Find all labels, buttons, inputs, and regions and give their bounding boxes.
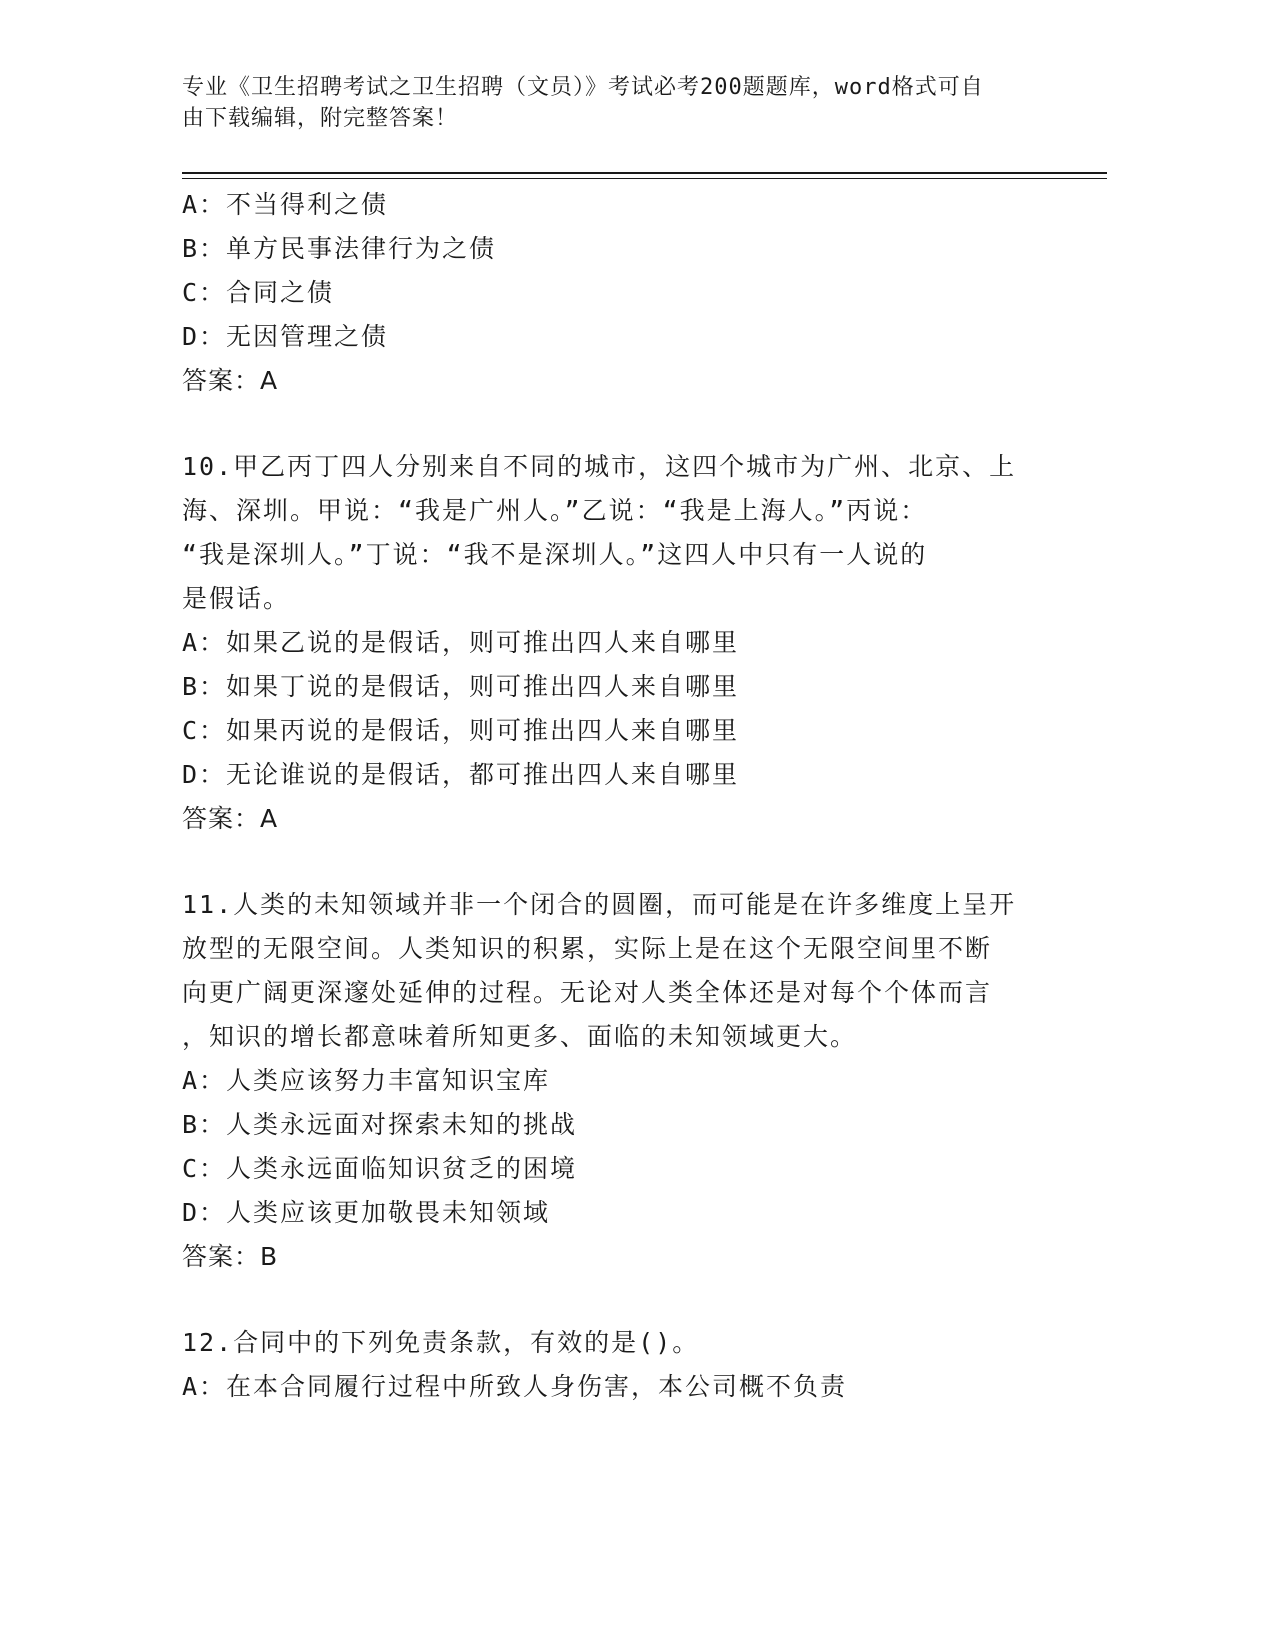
question-stem-line: 11.人类的未知领域并非一个闭合的圆圈，而可能是在许多维度上呈开	[182, 890, 1017, 919]
option-c: C：人类永远面临知识贫乏的困境	[182, 1154, 578, 1183]
option-a: A：人类应该努力丰富知识宝库	[182, 1066, 551, 1095]
option-d: D：无因管理之债	[182, 322, 389, 351]
option-c: C：合同之债	[182, 278, 335, 307]
header-divider-thick	[182, 172, 1107, 174]
question-stem-line: ，知识的增长都意味着所知更多、面临的未知领域更大。	[182, 1022, 858, 1051]
answer-line: 答案：B	[182, 1242, 279, 1271]
option-a: A：不当得利之债	[182, 190, 389, 219]
option-a: A：在本合同履行过程中所致人身伤害，本公司概不负责	[182, 1372, 848, 1401]
spacer	[182, 841, 1062, 883]
option-a: A：如果乙说的是假话，则可推出四人来自哪里	[182, 628, 740, 657]
question-stem-line: 12.合同中的下列免责条款，有效的是()。	[182, 1328, 700, 1357]
option-b: B：人类永远面对探索未知的挑战	[182, 1110, 578, 1139]
question-12	[182, 1321, 1062, 1409]
option-d: D：人类应该更加敬畏未知领域	[182, 1198, 551, 1227]
question-stem-line: 向更广阔更深邃处延伸的过程。无论对人类全体还是对每个个体而言	[182, 978, 993, 1007]
question-stem-line: 放型的无限空间。人类知识的积累，实际上是在这个无限空间里不断	[182, 934, 993, 963]
answer-line: 答案：A	[182, 804, 279, 833]
answer-line: 答案：A	[182, 366, 279, 395]
header-line-1: 专业《卫生招聘考试之卫生招聘（文员）》考试必考200题题库，word格式可自	[182, 75, 984, 100]
option-b: B：如果丁说的是假话，则可推出四人来自哪里	[182, 672, 740, 701]
option-d: D：无论谁说的是假话，都可推出四人来自哪里	[182, 760, 740, 789]
question-stem-line: “我是深圳人。”丁说：“我不是深圳人。”这四人中只有一人说的	[182, 540, 928, 569]
question-11	[182, 883, 1062, 1279]
document-header	[182, 72, 1042, 134]
question-9	[182, 183, 1062, 403]
option-c: C：如果丙说的是假话，则可推出四人来自哪里	[182, 716, 740, 745]
question-10	[182, 445, 1062, 841]
spacer	[182, 403, 1062, 445]
document-body	[182, 183, 1062, 1409]
question-stem-line: 海、深圳。甲说：“我是广州人。”乙说：“我是上海人。”丙说：	[182, 496, 928, 525]
option-b: B：单方民事法律行为之债	[182, 234, 497, 263]
question-stem-line: 是假话。	[182, 584, 291, 613]
question-stem-line: 10.甲乙丙丁四人分别来自不同的城市，这四个城市为广州、北京、上	[182, 452, 1017, 481]
spacer	[182, 1279, 1062, 1321]
header-line-2: 由下载编辑，附完整答案！	[182, 106, 459, 131]
header-divider-thin	[182, 178, 1107, 179]
